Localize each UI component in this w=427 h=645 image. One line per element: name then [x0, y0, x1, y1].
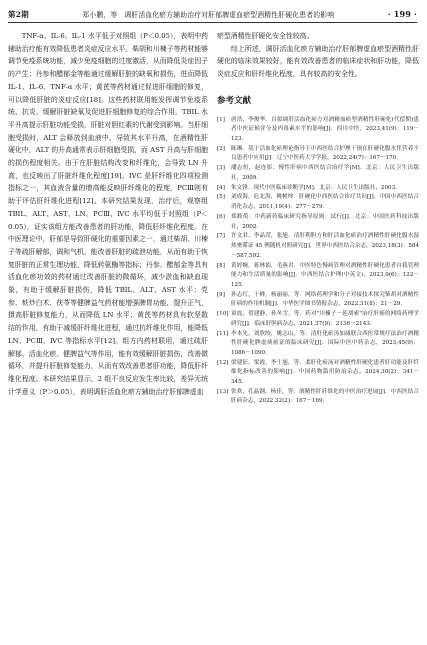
reference-number: [1] [217, 116, 225, 123]
reference-item [217, 291, 419, 310]
reference-item [217, 262, 419, 291]
reference-number: [10] [217, 311, 229, 318]
reference-number: [6] [217, 213, 225, 220]
reference-item [217, 213, 419, 232]
running-title: 郑小鹏，等 调肝活血化瘀方辅助治疗对肝郁脾虚血瘀型酒精性肝硬化患者的影响 [82, 11, 335, 19]
reference-number: [11] [217, 330, 229, 337]
reference-number: [7] [217, 233, 225, 240]
issue-number: 第2期 [8, 9, 29, 19]
reference-text: 刘成海，危北海，姚树坤．肝硬化中西医结合诊疗共识[J]．中国中西医结合消化杂志，2011,19(4)：277－279. [231, 194, 419, 211]
reference-number: [5] [217, 194, 225, 201]
reference-text: 孙志红，于峰，杨丽丽，等．网络药理学和分子对接技术探究柴胡对酒精性肝病的作用机制[J]．中华医学图书情报杂志，2022,31(8)：21－29. [231, 291, 419, 308]
body-paragraph: 瘀型酒精性肝硬化安全性较高。 [217, 32, 314, 40]
reference-number: [2] [217, 145, 225, 152]
right-column [217, 30, 419, 637]
references-heading: 参考文献 [217, 95, 252, 106]
reference-text: 陈琳．基于活血化瘀理论指导下中西医结合护理干预在肝硬化腹水伴营养不良患者中应用[J]．辽宁中医药大学学报，2022,24(7)：167－170. [231, 145, 419, 162]
reference-text: 唐浩，李俊华．自拟调肝活血化瘀方对酒精血瘀型酒精性肝硬化(代偿期)患者中医证候评分及内毒素水平的影响[J]．四川中医，2023,41(9)：119－123. [231, 116, 419, 142]
reference-number: [8] [217, 262, 225, 269]
reference-item [217, 388, 419, 407]
reference-text: 张欢，孔晶钢，杨佳，等．酒精性肝纤维化的中医治疗进展[J]．中西医结合肝病杂志，2022,32(2)：167－169. [231, 388, 419, 405]
reference-text: 朱文锋．现代中医临床诊断学[M]．北京：人民卫生出版社，2003. [231, 184, 397, 191]
reference-number: [3] [217, 165, 225, 172]
reference-item [217, 359, 419, 388]
reference-text: 黄婷婉，蒋林娟，毛燕君．中医特色慢病管理对酒精性肝硬化患者自我管理能力和生活质量的影响[J]．中西医结合护理(中英文)，2023,9(6)：122－125. [231, 262, 419, 288]
reference-text: 童震，贺建静，孙冬雪，等．药对"川楝子－延胡索"治疗肝癌的网络药理学研究[J]．临床肝胆病杂志，2021,37(9)：2136－2143. [231, 311, 419, 327]
reference-item [217, 193, 419, 212]
reference-number: [13] [217, 388, 229, 395]
reference-item [217, 145, 419, 164]
reference-text: 梁建征，梁霞，李士旭，等．柔肝化瘀汤对酒精性肝硬化患者肝功能及肝纤维化指标改善的影响[J]．中国药物滥用防治杂志，2024,30(2)：341－345. [231, 359, 419, 385]
reference-number: [4] [217, 184, 225, 191]
conclusion-paragraph: 综上所述，调肝活血化瘀方辅助治疗肝郁脾虚血瘀型酒精性肝硬化的临床效果较好，能有效改善患者的临床症状和肝功能，降低炎症反应和肝纤维化程度，具有较高的安全性。 [217, 44, 419, 79]
left-column [8, 30, 208, 637]
reference-item [217, 330, 419, 359]
reference-item [217, 116, 419, 145]
reference-item [217, 184, 419, 194]
reference-item [217, 232, 419, 261]
reference-number: [12] [217, 359, 229, 366]
page-number: · 199 · [387, 9, 417, 19]
reference-text: 郑筱萸．中药新药临床研究指导原则：试行[J]．北京：中国医药科技出版社，2002. [231, 213, 419, 230]
reference-text: 潘志恒，赵连影．慢性肝病中西医结合治疗学[M]．北京：人民卫生出版社，2009. [231, 165, 419, 181]
reference-text: 许文君，李晶滢，张旭．清肝利胆方和肝活血化瘀治疗酒精性肝硬化腹水湿热壅滞证 45 例随机对照研究[J]．世界中西医结合杂志，2023,18(3)：584－587,592. [231, 233, 419, 259]
body-paragraph: TNF-α、IL-6、IL-1 水平低于对照组（P＜0.05），表明中药辅助治疗能有效降低患者炎症反应水平。柴胡和川楝子等药材能够调节免疫系统功能，减少免疫细胞的过度激活，从而降低炎症因子的产生；丹参和醋郁金等能通过缓解肝脏的缺氧和损伤，进而降低IL-1、IL-6、TNF-α 水平；黄芪等药材通过促进肝细胞的修复，可以降低肝脏的炎症反应[18]。这些药材联用能发挥调节免疫系统、抗炎、缓解肝脏缺氧及促进肝细胞修复的综合作用。TBIL 水平升高提示肝脏功能受损，肝脏对胆红素的代谢受到影响。当肝细胞受损时，ALT 会释放到血液中，导致其水平升高，在酒精性肝硬化中，ALT 的升高通常表示肝细胞受损，而 AST 升高与肝细胞的损伤程度相关。由于在肝脏结构改变和纤维化，会导致 LN 升高，也反映出了肝脏纤维化程度[19]。IVC 是肝纤维化四项检测指标之一，其血液含量的增高能反映肝纤维化的程度，PCⅢ则有助于评估肝纤维化进程[12]。本研究结果发现，治疗后，观察组 TBIL、ALT、AST、LN、PCⅢ、ⅣC 水平均低于对照组（P＜0.05），证实该组方能改善患者的肝功能，降低肝纤维化程度。在中医理论中，肝郁是导致肝硬化的重要因素之一，通过柴胡、川楝子等疏肝解郁，调和气机，能改善肝脏的疏泄功能，从而有助于恢复肝脏的正常生理功能，降低转氨酶等指标；丹参、醋郁金等具有活血化瘀功效的药材通过改善肝脏的微循环，减少淤血和缺血现象，有助于缓解肝脏损伤，降低 TBIL、ALT、AST 水平；党参、麸炒白术、茯苓等健脾益气药材能增强脾胃功能，提升正气，摄高肝脏修复能力，从而降低 LN 水平；黄芪等药材具有软坚散结的作用，有助于减缓肝纤维化进程，通过抗纤维化作用，能降低 LN、PCⅢ、ⅣC 等指标水平[12]。组方内药材联用，通过疏肝解郁、活血化瘀、健脾益气等作用，能有效缓解肝脏损伤，改善微循环，并提升肝脏修复能力，从而有效改善患者肝功能，降低肝纤维化程度。本研究结果显示，2 组不良反应发生率比较，差异无统计学意义（P＞0.05），表明调肝活血化瘀方辅助治疗肝郁脾虚血 [8, 32, 208, 396]
reference-item [217, 164, 419, 183]
reference-list [217, 116, 419, 407]
reference-item [217, 310, 419, 329]
running-header [8, 6, 417, 23]
reference-text: 李本先，刘欣皎，姚志山，等．清肝化瘀汤加减联合西医常规疗法治疗酒精性肝硬化脾虚痰瘀证的临床研究[J]．国际中医中药杂志，2023,45(9)：1086－1090. [231, 330, 419, 356]
reference-number: [9] [217, 291, 225, 298]
